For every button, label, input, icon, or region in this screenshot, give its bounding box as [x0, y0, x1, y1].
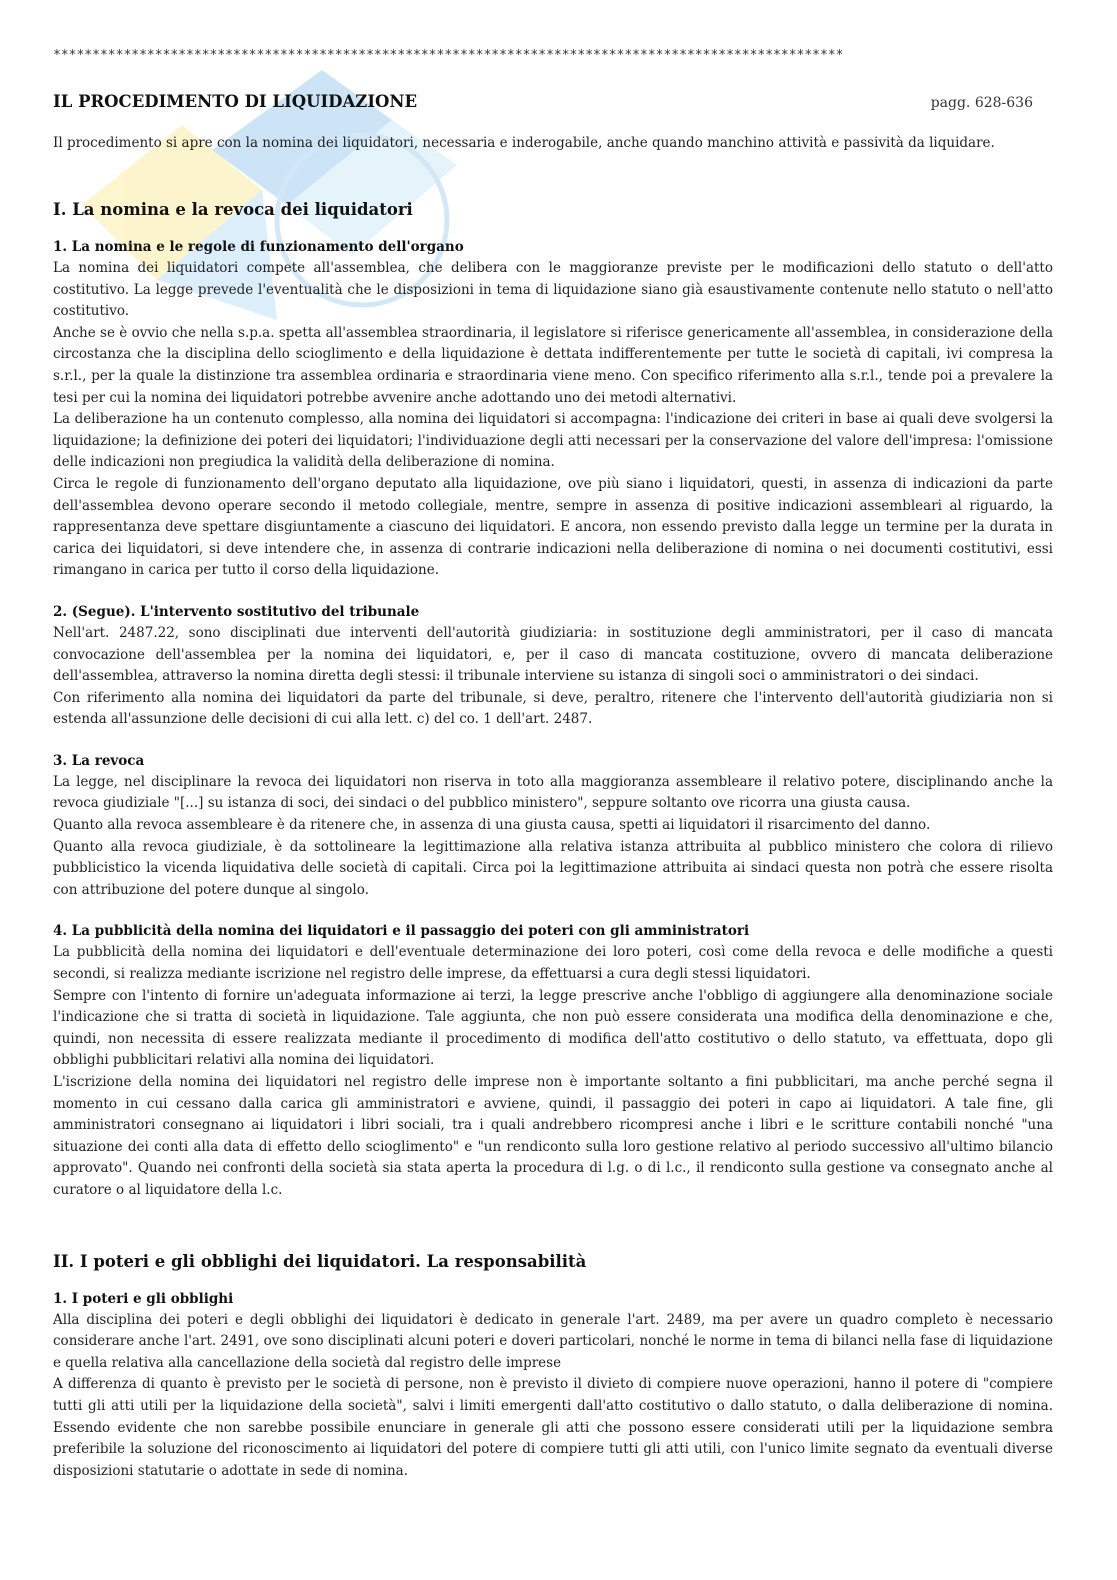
- section-1-4-paragraph: La pubblicità della nomina dei liquidatori e dell'eventuale determinazione dei loro poteri, così come della revoca e delle modifiche a questi secondi, si realizza mediante iscrizione nel registro delle imprese, da effettuarsi a cura degli stessi liquidatori.: [53, 944, 1053, 983]
- section-1-1-heading: 1. La nomina e le regole di funzionamento dell'organo: [53, 239, 464, 255]
- separator-line: *****************************************************************************************************: [53, 48, 844, 63]
- document-header: [53, 92, 1033, 111]
- document-title: IL PROCEDIMENTO DI LIQUIDAZIONE: [53, 92, 418, 111]
- section-1-2-paragraph: Nell'art. 2487.22, sono disciplinati due interventi dell'autorità giudiziaria: in sostituzione degli amministratori, per il caso di mancata convocazione dell'assemblea per la nomina dei liquidatori, e, per il caso di mancata costituzione, ovvero di mancata deliberazione dell'assemblea, attraverso la nomina diretta degli stessi: il tribunale interviene su istanza di singoli soci o amministratori o dei sindaci.: [53, 624, 1053, 685]
- section-1-1-paragraph: La nomina dei liquidatori compete all'assemblea, che delibera con le maggioranze previste per le modificazioni dello statuto o dell'atto costitutivo. La legge prevede l'eventualità che le disposizioni in tema di liquidazione siano già esaustivamente contenute nello statuto o nell'atto costitutivo.: [53, 260, 1053, 320]
- section-1-3-heading: 3. La revoca: [53, 752, 145, 769]
- section-2-1-paragraph: Alla disciplina dei poteri e degli obblighi dei liquidatori è dedicato in generale l'art. 2489, ma per avere un quadro completo è necessario considerare anche l'art. 2491, ove sono disciplinati alcuni poteri e doveri particolari, nonché le norme in tema di bilanci nella fase di liquidazione e quella relativa alla cancellazione della società dal registro delle imprese: [53, 1311, 1053, 1371]
- section-1-2-heading: 2. (Segue). L'intervento sostitutivo del tribunale: [53, 603, 420, 620]
- intro-paragraph: Il procedimento si apre con la nomina dei liquidatori, necessaria e inderogabile, anche quando manchino attività e passività da liquidare.: [53, 135, 995, 151]
- section-2-1-heading: 1. I poteri e gli obblighi: [53, 1290, 234, 1307]
- section-1-4-heading: 4. La pubblicità della nomina dei liquidatori e il passaggio dei poteri con gli amministratori: [53, 923, 750, 940]
- page-reference: pagg. 628-636: [930, 95, 1033, 111]
- section-1-1-paragraph: Circa le regole di funzionamento dell'organo deputato alla liquidazione, ove più siano i liquidatori, questi, in assenza di indicazioni da parte dell'assemblea devono operare secondo il metodo collegiale, mentre, sempre in assenza di positive indicazioni assembleari al riguardo, la rappresentanza deve spettare disgiuntamente a ciascuno dei liquidatori. E ancora, non essendo previsto dalla legge un termine per la durata in carica dei liquidatori, si deve intendere che, in assenza di contrarie indicazioni nella deliberazione di nomina o nei documenti costitutivi, essi rimangano in carica per tutto il corso della liquidazione.: [53, 475, 1053, 579]
- section-1-3-paragraph: Quanto alla revoca assembleare è da ritenere che, in assenza di una giusta causa, spetti ai liquidatori il risarcimento del danno.: [53, 817, 931, 834]
- part-1-heading: I. La nomina e la revoca dei liquidatori: [53, 200, 413, 219]
- part-2-heading: II. I poteri e gli obblighi dei liquidatori. La responsabilità: [53, 1251, 587, 1271]
- section-1-3-paragraph: Quanto alla revoca giudiziale, è da sottolineare la legittimazione alla relativa istanza attribuita al pubblico ministero che colora di rilievo pubblicistico la vicenda liquidativa delle società di capitali. Circa poi la legittimazione attribuita ai sindaci questa non potrà che essere risolta con attribuzione del potere dunque al singolo.: [53, 838, 1053, 898]
- section-1-2-paragraph: Con riferimento alla nomina dei liquidatori da parte del tribunale, si deve, peraltro, ritenere che l'intervento dell'autorità giudiziaria non si estenda all'assunzione delle decisioni di cui alla lett. c) del co. 1 dell'art. 2487.: [53, 689, 1053, 728]
- section-1-4-paragraph: L'iscrizione della nomina dei liquidatori nel registro delle imprese non è importante soltanto a fini pubblicitari, ma anche perché segna il momento in cui cessano dalla carica gli amministratori e avviene, quindi, il passaggio dei poteri in capo ai liquidatori. A tale fine, gli amministratori consegnano ai liquidatori i libri sociali, tra i quali andrebbero ricompresi anche i libri e le scritture contabili nonché "una situazione dei conti alla data di effetto dello scioglimento" e "un rendiconto sulla loro gestione relativo al periodo successivo all'ultimo bilancio approvato". Quando nei confronti della società sia stata aperta la procedura di l.g. o di l.c., il rendiconto sulla gestione va consegnato anche al curatore o al liquidatore della l.c.: [53, 1074, 1053, 1198]
- document-page: [53, 48, 1053, 1482]
- section-2-1-paragraph: A differenza di quanto è previsto per le società di persone, non è previsto il divieto di compiere nuove operazioni, hanno il potere di "compiere tutti gli atti utili per la liquidazione della società", salvi i limiti emergenti dall'atto costitutivo o dallo statuto, o dalla deliberazione di nomina. Essendo evidente che non sarebbe possibile enunciare in generale gli atti che possono essere considerati utili per la liquidazione sembra preferibile la soluzione del riconoscimento ai liquidatori del potere di compiere tutti gli atti utili, con l'unico limite segnato da eventuali diverse disposizioni statutarie o adottate in sede di nomina.: [53, 1376, 1053, 1479]
- section-1-1-paragraph: La deliberazione ha un contenuto complesso, alla nomina dei liquidatori si accompagna: l'indicazione dei criteri in base ai quali deve svolgersi la liquidazione; la definizione dei poteri dei liquidatori; l'individuazione degli atti necessari per la conservazione del valore dell'impresa: l'omissione delle indicazioni non pregiudica la validità della deliberazione di nomina.: [53, 411, 1053, 471]
- section-1-3-paragraph: La legge, nel disciplinare la revoca dei liquidatori non riserva in toto alla maggioranza assembleare il relativo potere, disciplinando anche la revoca giudiziale "[...] su istanza di soci, dei sindaci o del pubblico ministero", seppure soltanto ove ricorra una giusta causa.: [53, 773, 1053, 812]
- section-1-4-paragraph: Sempre con l'intento di fornire un'adeguata informazione ai terzi, la legge prescrive anche l'obbligo di aggiungere alla denominazione sociale l'indicazione che si tratta di società in liquidazione. Tale aggiunta, che non può essere considerata una modifica della denominazione e che, quindi, non necessita di essere realizzata mediante il procedimento di modifica dell'atto costitutivo o dello statuto, va effettuata, dopo gli obblighi pubblicitari relativi alla nomina dei liquidatori.: [53, 987, 1053, 1069]
- section-1-1-paragraph: Anche se è ovvio che nella s.p.a. spetta all'assemblea straordinaria, il legislatore si riferisce genericamente all'assemblea, in considerazione della circostanza che la disciplina dello scioglimento e della liquidazione è dettata indifferentemente per tutte le società di capitali, ivi compresa la s.r.l., per la quale la distinzione tra assemblea ordinaria e straordinaria viene meno. Con specifico riferimento alla s.r.l., tende poi a prevalere la tesi per cui la nomina dei liquidatori potrebbe avvenire anche adottando uno dei metodi alternativi.: [53, 324, 1053, 406]
